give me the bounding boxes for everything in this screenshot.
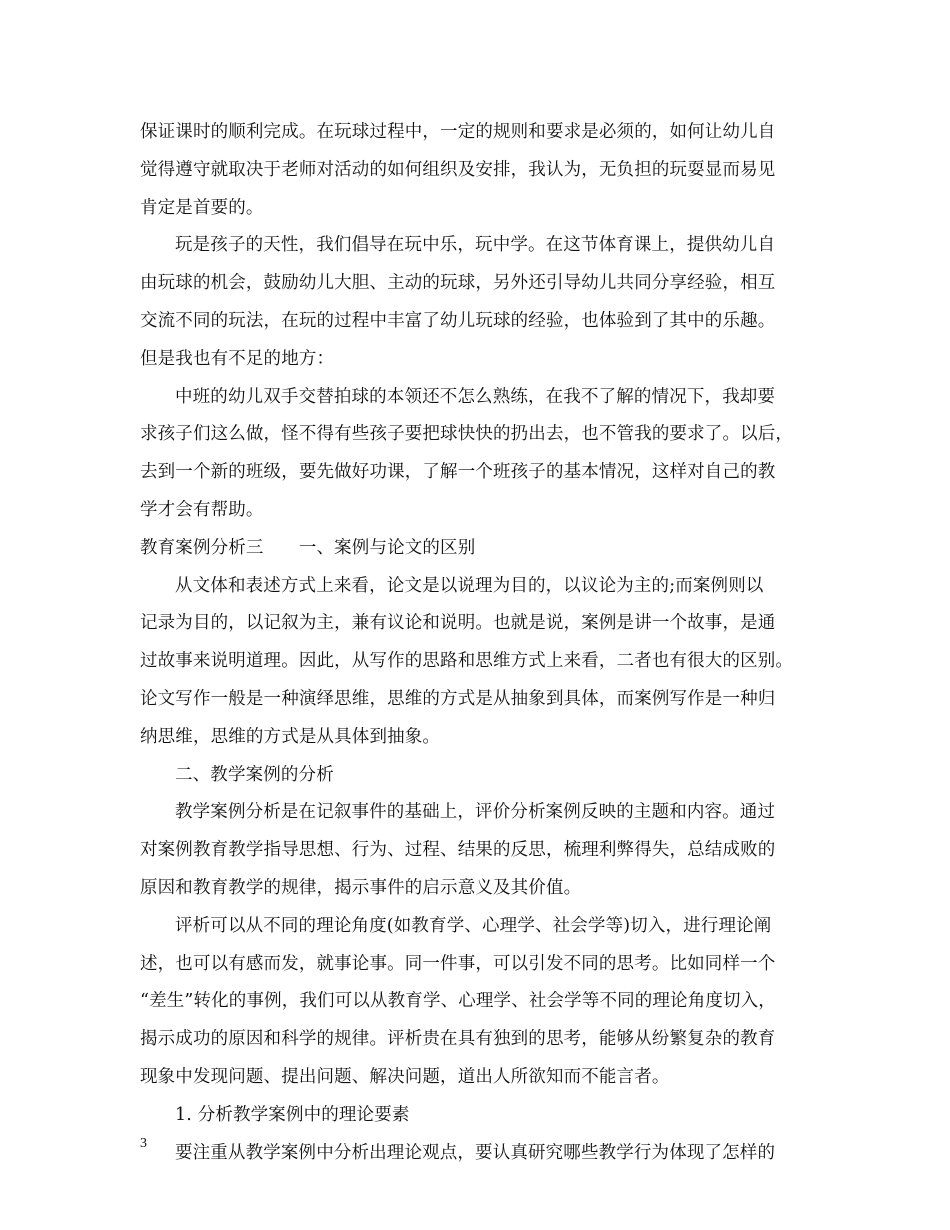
text-line: 对案例教育教学指导思想、行为、过程、结果的反思，梳理利弊得失，总结成败的 [140, 840, 776, 861]
text-line: 交流不同的玩法，在玩的过程中丰富了幼儿玩球的经验，也体验到了其中的乐趣。 [140, 310, 776, 331]
numbered-heading: 1. 分析教学案例中的理论要素 [175, 1104, 410, 1125]
text-line: 现象中发现问题、提出问题、解决问题，道出人所欲知而不能言者。 [140, 1066, 670, 1087]
paragraph-first-line: 从文体和表述方式上来看，论文是以说理为目的，以议论为主的;而案例则以 [175, 575, 764, 596]
paragraph-first-line: 要注重从教学案例中分析出理论观点，要认真研究哪些教学行为体现了怎样的 [175, 1142, 776, 1163]
text-line: 保证课时的顺利完成。在玩球过程中，一定的规则和要求是必须的，如何让幼儿自 [140, 122, 776, 142]
text-line: 过故事来说明道理。因此，从写作的思路和思维方式上来看，二者也有很大的区别。 [140, 651, 794, 672]
section-heading: 教育案例分析三 一、案例与论文的区别 [140, 537, 476, 558]
text-line: 述，也可以有感而发，就事论事。同一件事，可以引发不同的思考。比如同样一个 [140, 953, 776, 974]
text-line: 纳思维，思维的方式是从具体到抽象。 [140, 726, 441, 747]
text-line: 原因和教育教学的规律，揭示事件的启示意义及其价值。 [140, 877, 582, 898]
text-line: 记录为目的，以记叙为主，兼有议论和说明。也就是说，案例是讲一个故事，是通 [140, 613, 776, 634]
text-line: 论文写作一般是一种演绎思维，思维的方式是从抽象到具体，而案例写作是一种归 [140, 688, 776, 709]
document-body [140, 114, 830, 1172]
paragraph-first-line: 评析可以从不同的理论角度(如教育学、心理学、社会学等)切入，进行理论阐 [175, 915, 772, 936]
text-line: “差生”转化的事例，我们可以从教育学、心理学、社会学等不同的理论角度切入， [140, 991, 776, 1012]
text-line: 揭示成功的原因和科学的规律。评析贵在具有独到的思考，能够从纷繁复杂的教育 [140, 1029, 776, 1050]
subsection-heading: 二、教学案例的分析 [175, 764, 334, 785]
text-line: 去到一个新的班级，要先做好功课，了解一个班孩子的基本情况，这样对自己的教 [140, 462, 776, 483]
text-line: 觉得遵守就取决于老师对活动的如何组织及安排，我认为，无负担的玩耍显而易见 [140, 159, 776, 180]
text-line: 但是我也有不足的地方： [140, 348, 335, 369]
text-line: 求孩子们这么做，怪不得有些孩子要把球快快的扔出去，也不管我的要求了。以后， [140, 424, 794, 445]
text-line: 肯定是首要的。 [140, 197, 264, 218]
paragraph-first-line: 教学案例分析是在记叙事件的基础上，评价分析案例反映的主题和内容。通过 [175, 802, 776, 823]
text-line: 由玩球的机会，鼓励幼儿大胆、主动的玩球，另外还引导幼儿共同分享经验，相互 [140, 273, 776, 294]
paragraph-first-line: 中班的幼儿双手交替拍球的本领还不怎么熟练，在我不了解的情况下，我却要 [175, 386, 776, 407]
text-line: 学才会有帮助。 [140, 499, 264, 520]
page-number: 3 [140, 1136, 147, 1151]
paragraph-first-line: 玩是孩子的天性，我们倡导在玩中乐，玩中学。在这节体育课上，提供幼儿自 [175, 235, 776, 256]
